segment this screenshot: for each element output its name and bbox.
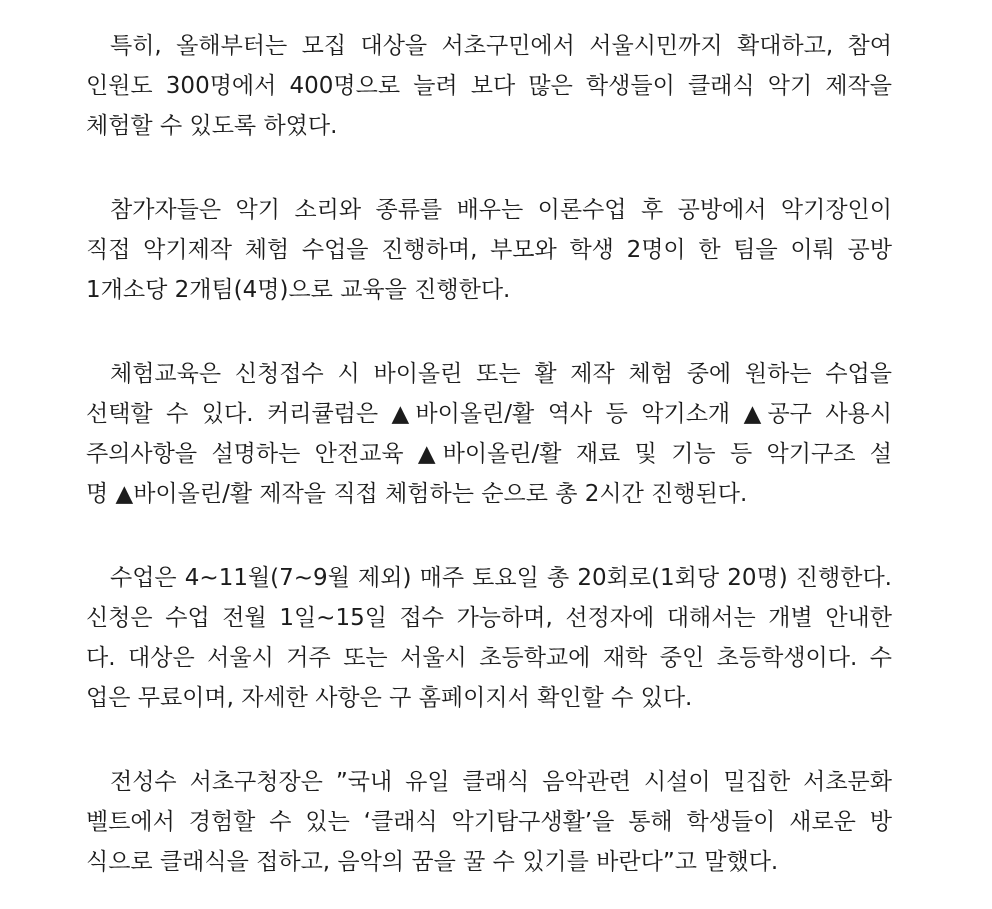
text-line: 수업은 4~11월(7~9월 제외) 매주 토요일 총 20회로(1회당 20명) 진행한다. (110, 565, 892, 591)
text-line: 신청은 수업 전월 1일~15일 접수 가능하며, 선정자에 대해서는 개별 안내한 (86, 605, 892, 631)
text-line: 체험할 수 있도록 하였다. (86, 113, 338, 139)
text-line: 직접 악기제작 체험 수업을 진행하며, 부모와 학생 2명이 한 팀을 이뤄 공방 (86, 237, 892, 263)
paragraph-gap (86, 514, 892, 558)
text-line: 선택할 수 있다. 커리큘럼은 ▲바이올린/활 역사 등 악기소개 ▲공구 사용시 (86, 401, 892, 427)
text-line: 참가자들은 악기 소리와 종류를 배우는 이론수업 후 공방에서 악기장인이 (110, 197, 892, 223)
text-line: 명 ▲바이올린/활 제작을 직접 체험하는 순으로 총 2시간 진행된다. (86, 481, 748, 507)
text-line: 업은 무료이며, 자세한 사항은 구 홈페이지서 확인할 수 있다. (86, 685, 693, 711)
paragraph-gap (86, 718, 892, 762)
text-line: 다. 대상은 서울시 거주 또는 서울시 초등학교에 재학 중인 초등학생이다. 수 (86, 645, 892, 671)
text-line: 특히, 올해부터는 모집 대상을 서초구민에서 서울시민까지 확대하고, 참여 (110, 33, 892, 59)
text-line: 전성수 서초구청장은 ”국내 유일 클래식 음악관련 시설이 밀집한 서초문화 (110, 769, 892, 795)
paragraph-gap (86, 146, 892, 190)
paragraph-participants (86, 190, 892, 310)
text-line: 인원도 300명에서 400명으로 늘려 보다 많은 학생들이 클래식 악기 제작을 (86, 73, 892, 99)
paragraph-enrollment-expansion (86, 26, 892, 146)
paragraph-gap (86, 310, 892, 354)
text-line: 체험교육은 신청접수 시 바이올린 또는 활 제작 체험 중에 원하는 수업을 (110, 361, 892, 387)
paragraph-curriculum (86, 354, 892, 514)
document-body (86, 0, 892, 882)
paragraph-schedule (86, 558, 892, 718)
paragraph-quote (86, 762, 892, 882)
text-line: 식으로 클래식을 접하고, 음악의 꿈을 꿀 수 있기를 바란다”고 말했다. (86, 849, 779, 875)
text-line: 1개소당 2개팀(4명)으로 교육을 진행한다. (86, 277, 511, 303)
text-line: 벨트에서 경험할 수 있는 ‘클래식 악기탐구생활’을 통해 학생들이 새로운 방 (86, 809, 892, 835)
text-line: 주의사항을 설명하는 안전교육 ▲바이올린/활 재료 및 기능 등 악기구조 설 (86, 441, 892, 467)
